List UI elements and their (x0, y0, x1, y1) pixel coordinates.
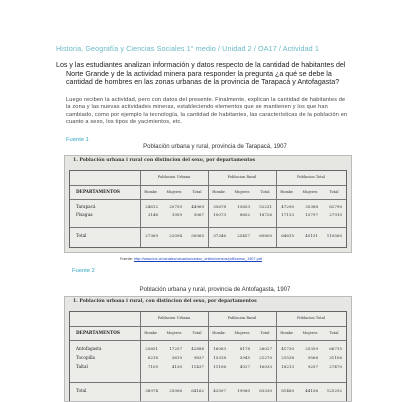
table-cell: 21270 (259, 355, 272, 360)
table-cell: 42507 (213, 388, 226, 393)
table-cell: 64162 (191, 388, 204, 393)
table-cell: 64615 (281, 233, 294, 238)
table-cell: 9257 (307, 364, 318, 369)
table-cell: 24612 (145, 204, 158, 209)
table-cell: 66715 (329, 346, 342, 351)
table-cell: 38974 (145, 388, 158, 393)
subheader: Total (260, 331, 270, 335)
table-cell: 19060 (237, 388, 250, 393)
table-cell: 3619 (171, 355, 182, 360)
fuente-2-table-title: 1. Población urbana i rural, con distincion del sexo, por departamentos (73, 299, 257, 304)
group-header: Poblacion Total (297, 175, 325, 179)
table-cell: 31106 (329, 355, 342, 360)
fuente-1-table (69, 170, 347, 248)
fuente-2-scan (64, 296, 352, 402)
row-name: Tarapacá (76, 204, 96, 209)
subheader: Hombr. (212, 190, 226, 194)
table-cell: 17257 (169, 346, 182, 351)
table-cell: 15653 (237, 204, 250, 209)
intro-paragraph (56, 61, 356, 87)
fuente-1-label: Fuente 1 (66, 137, 89, 143)
fuente-2-caption: Población urbana y rural, provincia de Antofagasta, 1907 (139, 287, 291, 293)
page-header: Historia, Geografía y Ciencias Sociales 1° medio / Unidad 2 / OA17 / Actividad 1 (56, 44, 319, 53)
table-cell: 25359 (305, 346, 318, 351)
table-cell: 4130 (171, 364, 182, 369)
table-cell: 11106 (213, 364, 226, 369)
subheader: Total (329, 331, 339, 335)
subheader: Hombr. (280, 331, 294, 335)
table-cell: 5945 (239, 355, 250, 360)
table-cell: 41730 (281, 346, 294, 351)
group-header: Poblacion Urbana (157, 175, 191, 179)
table-cell: 11437 (191, 364, 204, 369)
group-header: Poblacion Total (297, 316, 325, 320)
table-cell: 63330 (259, 388, 272, 393)
table-cell: 7105 (147, 364, 158, 369)
subheader: Total (329, 190, 339, 194)
subheader: Hombr. (212, 331, 226, 335)
subheader: Hombr. (144, 331, 158, 335)
table-cell: 17113 (281, 212, 294, 217)
table-cell: 125292 (326, 388, 342, 393)
subheader: Total (192, 331, 202, 335)
dept-header: DEPARTAMENTOS (76, 189, 120, 194)
total-row-name: Total (76, 388, 87, 393)
source-link[interactable]: http://www.ine.cl/canales/usuarios/cedoc_online/censos/pdf/censo_1907.pdf (133, 257, 262, 261)
table-cell: 9568 (307, 355, 318, 360)
row-name: Antofagasta (76, 346, 102, 351)
row-name: Taltal (76, 364, 88, 369)
fuente-1-table-title: 1. Población urbana i rural con distincion del sexo, por departamentos (73, 158, 256, 163)
subheader: Total (192, 190, 202, 194)
subheader: Mujeres (166, 190, 182, 194)
table-cell: 81480 (281, 388, 294, 393)
table-cell: 22094 (169, 233, 182, 238)
group-header: Poblacion Urbana (157, 316, 191, 320)
group-header: Poblacion Rural (227, 175, 257, 179)
intro-text: Los y las estudiantes analizan información y datos respecto de la cantidad de habitantes del Norte Grande y de la actividad minera para responder la pregunta ¿a qué se debe la cantidad de hombres en las zonas urbanas de la provincia de Tarapacá y Antofagasta? (56, 61, 346, 86)
dept-header: DEPARTAMENTOS (76, 330, 120, 335)
table-cell: 27910 (329, 212, 342, 217)
table-cell: 60800 (259, 233, 272, 238)
subheader: Total (260, 190, 270, 194)
subheader: Mujeres (234, 331, 250, 335)
table-cell: 35388 (305, 204, 318, 209)
row-name: Tocopilla (76, 355, 96, 360)
row-name: Pisagua (76, 212, 93, 217)
table-cell: 16083 (213, 346, 226, 351)
subheader: Mujeres (234, 190, 250, 194)
table-cell: 82790 (329, 204, 342, 209)
table-cell: 20755 (169, 204, 182, 209)
table-cell: 9837 (193, 355, 204, 360)
table-cell: 27369 (145, 233, 158, 238)
table-cell: 110560 (326, 233, 342, 238)
table-cell: 16033 (259, 364, 272, 369)
table-cell: 25651 (145, 346, 158, 351)
table-cell: 8652 (239, 212, 250, 217)
fuente-1-scan (64, 155, 352, 253)
subheader: Mujeres (302, 190, 318, 194)
table-cell: 3146 (147, 212, 158, 217)
table-cell: 25457 (237, 233, 250, 238)
table-cell: 44156 (305, 388, 318, 393)
table-cell: 5067 (193, 212, 204, 217)
table-cell: 21538 (281, 355, 294, 360)
table-cell: 37346 (213, 233, 226, 238)
subheader: Mujeres (166, 331, 182, 335)
table-cell: 8178 (239, 346, 250, 351)
table-cell: 4927 (239, 364, 250, 369)
table-cell: 18726 (259, 212, 272, 217)
table-cell: 44969 (191, 204, 204, 209)
fuente-1-caption: Población urbana y rural, provincia de Tarapacá, 1907 (143, 144, 287, 150)
activity-description: Luego reciben la actividad, pero con datos del presente. Finalmente, explican la cantidad de habitantes de la zona y las nuevas actividades mineras, estableciendo elementos que se mantienen y los que han cambiado, como por ejemplo la tecnología, la cantidad de habitantes, las características de la población en cuanto a sexo, los tipos de yacimientos, etc. (66, 97, 348, 126)
group-header: Poblacion Rural (227, 316, 257, 320)
table-cell: 26027 (259, 346, 272, 351)
fuente-1-source (120, 257, 360, 261)
table-cell: 50065 (191, 233, 204, 238)
fuente-2-label: Fuente 2 (72, 268, 95, 274)
fuente-2-table (69, 311, 347, 402)
table-cell: 18213 (281, 364, 294, 369)
subheader: Hombr. (144, 190, 158, 194)
table-cell: 1959 (171, 212, 182, 217)
table-cell: 45151 (305, 233, 318, 238)
total-row-name: Total (76, 233, 87, 238)
table-cell: 42888 (191, 346, 204, 351)
subheader: Hombr. (280, 190, 294, 194)
table-cell: 25006 (169, 388, 182, 393)
table-cell: 10797 (305, 212, 318, 217)
table-cell: 10073 (213, 212, 226, 217)
table-cell: 35678 (213, 204, 226, 209)
table-cell: 15318 (213, 355, 226, 360)
table-cell: 47290 (281, 204, 294, 209)
source-label: Fuente: (120, 257, 133, 261)
table-cell: 6218 (147, 355, 158, 360)
subheader: Mujeres (302, 331, 318, 335)
table-cell: 27470 (329, 364, 342, 369)
table-cell: 52231 (259, 204, 272, 209)
